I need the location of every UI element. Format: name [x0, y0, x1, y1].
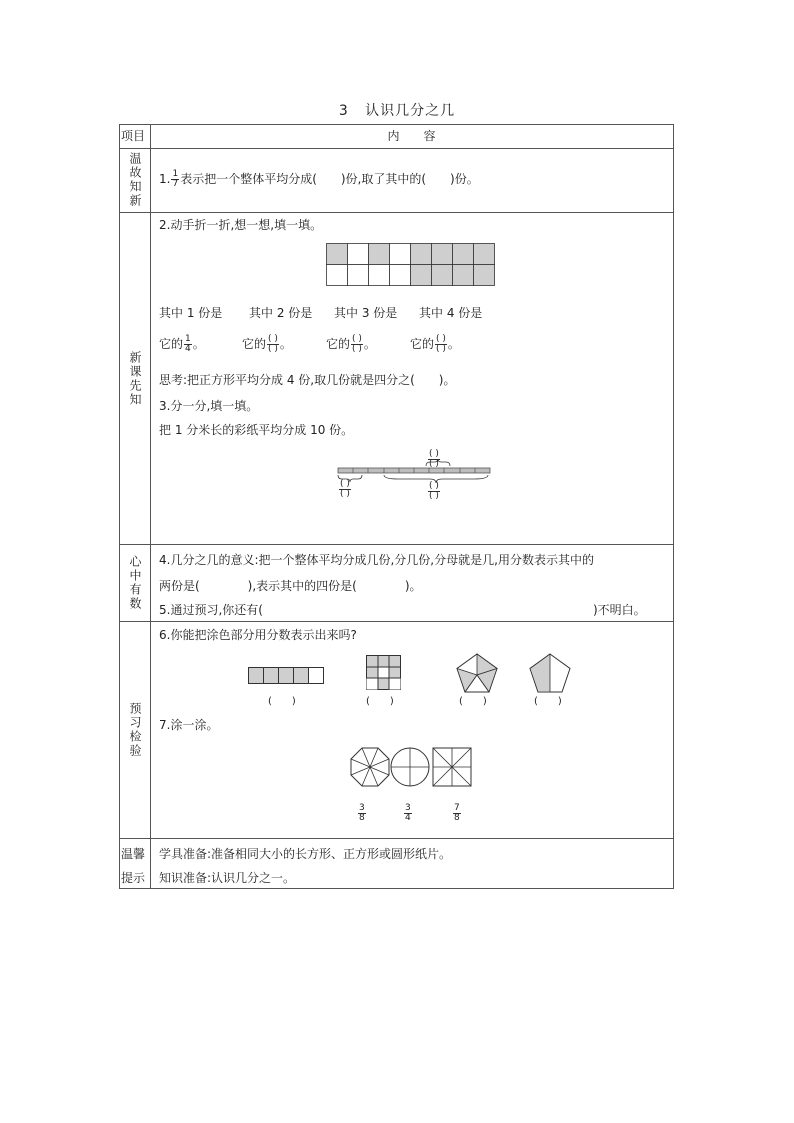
q2-label-2: 其中 2 份是	[249, 306, 313, 320]
question-4-line-1: 4.几分之几的意义:把一个整体平均分成几份,分几份,分母就是几,用分数表示其中的	[159, 553, 594, 567]
grid-cell	[327, 244, 348, 265]
q2-answer-2: 它的 $\frac{( )}{( )}$ 。	[242, 334, 292, 354]
q2-answer-1: 它的 $\frac{1}{4}$ 。	[159, 334, 205, 354]
grid-cell	[453, 244, 474, 265]
q6-blank-4: ( )	[534, 696, 562, 707]
section-label-preview: 新课先知	[128, 351, 142, 407]
grid-cell	[390, 244, 411, 265]
table-divider	[119, 212, 674, 213]
question-2-title: 2.动手折一折,想一想,填一填。	[159, 218, 323, 232]
grid-cell	[474, 244, 495, 265]
q7-fraction-1: $\frac{3}{8}$	[359, 803, 365, 823]
section-label-tips-1: 温馨	[121, 847, 146, 861]
table-border-top	[119, 124, 674, 125]
tip-tools: 学具准备:准备相同大小的长方形、正方形或圆形纸片。	[159, 847, 452, 861]
grid-cell	[348, 265, 369, 286]
grid-cell	[432, 244, 453, 265]
q1-number: 1.	[159, 172, 171, 186]
q6-pentagon-half-figure	[529, 653, 571, 695]
question-6-title: 6.你能把涂色部分用分数表示出来吗?	[159, 628, 357, 642]
grid-cell	[369, 244, 390, 265]
q7-circle-figure	[390, 747, 430, 787]
title-text: 认识几分之几	[365, 103, 456, 119]
table-divider	[119, 544, 674, 545]
table-column-divider	[150, 124, 151, 889]
q2-think: 思考:把正方形平均分成 4 份,取几份就是四分之( )。	[159, 373, 456, 387]
table-divider	[119, 621, 674, 622]
question-4-line-2: 两份是( ),表示其中的四份是( )。	[159, 579, 422, 593]
q2-label-1: 其中 1 份是	[159, 306, 223, 320]
tip-knowledge: 知识准备:认识几分之一。	[159, 871, 296, 885]
q2-label-3: 其中 3 份是	[334, 306, 398, 320]
q6-blank-3: ( )	[459, 696, 487, 707]
q2-answer-3: 它的 $\frac{( )}{( )}$ 。	[326, 334, 376, 354]
grid-cell	[348, 244, 369, 265]
page-title	[0, 100, 794, 120]
q6-blank-1: ( )	[268, 696, 296, 707]
grid-cell	[411, 244, 432, 265]
header-content: 内 容	[387, 129, 436, 143]
q7-fraction-2: $\frac{3}{4}$	[405, 803, 411, 823]
question-3-title: 3.分一分,填一填。	[159, 399, 259, 413]
q1-text: 表示把一个整体平均分成( )份,取了其中的( )份。	[180, 172, 479, 186]
question-5-right: )不明白。	[593, 603, 646, 617]
title-number: 3	[338, 103, 349, 119]
header-project: 项目	[121, 129, 146, 143]
grid-cell	[327, 265, 348, 286]
table-divider	[119, 838, 674, 839]
grid-cell	[411, 265, 432, 286]
table-border-bottom	[119, 888, 674, 889]
question-5-left: 5.通过预习,你还有(	[159, 603, 263, 617]
grid-cell	[369, 265, 390, 286]
q6-blank-2: ( )	[366, 696, 394, 707]
section-label-tips-2: 提示	[121, 871, 146, 885]
q6-grid-figure	[366, 655, 402, 691]
table-divider	[119, 148, 674, 149]
strip-label-left: ( ) ( )	[340, 479, 350, 499]
q6-pentagon-star-figure	[456, 653, 498, 695]
grid-cell	[432, 265, 453, 286]
q7-octagon-figure	[350, 747, 390, 787]
q2-answer-4: 它的 $\frac{( )}{( )}$ 。	[410, 334, 460, 354]
paper-strip-diagram	[338, 448, 494, 498]
question-7-title: 7.涂一涂。	[159, 718, 219, 732]
question-1	[159, 170, 479, 189]
section-label-check: 预习检验	[128, 702, 142, 758]
strip-label-top: ( ) ( )	[429, 449, 439, 469]
grid-cell	[453, 265, 474, 286]
table-border-right	[673, 124, 674, 889]
q7-square-figure	[432, 747, 472, 787]
q7-fraction-3: $\frac{7}{8}$	[454, 803, 460, 823]
question-3-text: 把 1 分米长的彩纸平均分成 10 份。	[159, 423, 354, 437]
q6-strip-figure	[248, 667, 324, 685]
grid-cell	[474, 265, 495, 286]
section-label-review: 温故知新	[128, 152, 142, 208]
lesson-table	[119, 124, 674, 889]
q1-fraction: $\frac{1}{7}$	[172, 169, 179, 189]
table-border-left	[119, 124, 120, 889]
grid-cell	[390, 265, 411, 286]
q2-label-4: 其中 4 份是	[419, 306, 483, 320]
section-label-understand: 心中有数	[128, 555, 142, 611]
strip-label-bottom: ( ) ( )	[429, 481, 439, 501]
fold-grid	[326, 243, 496, 287]
